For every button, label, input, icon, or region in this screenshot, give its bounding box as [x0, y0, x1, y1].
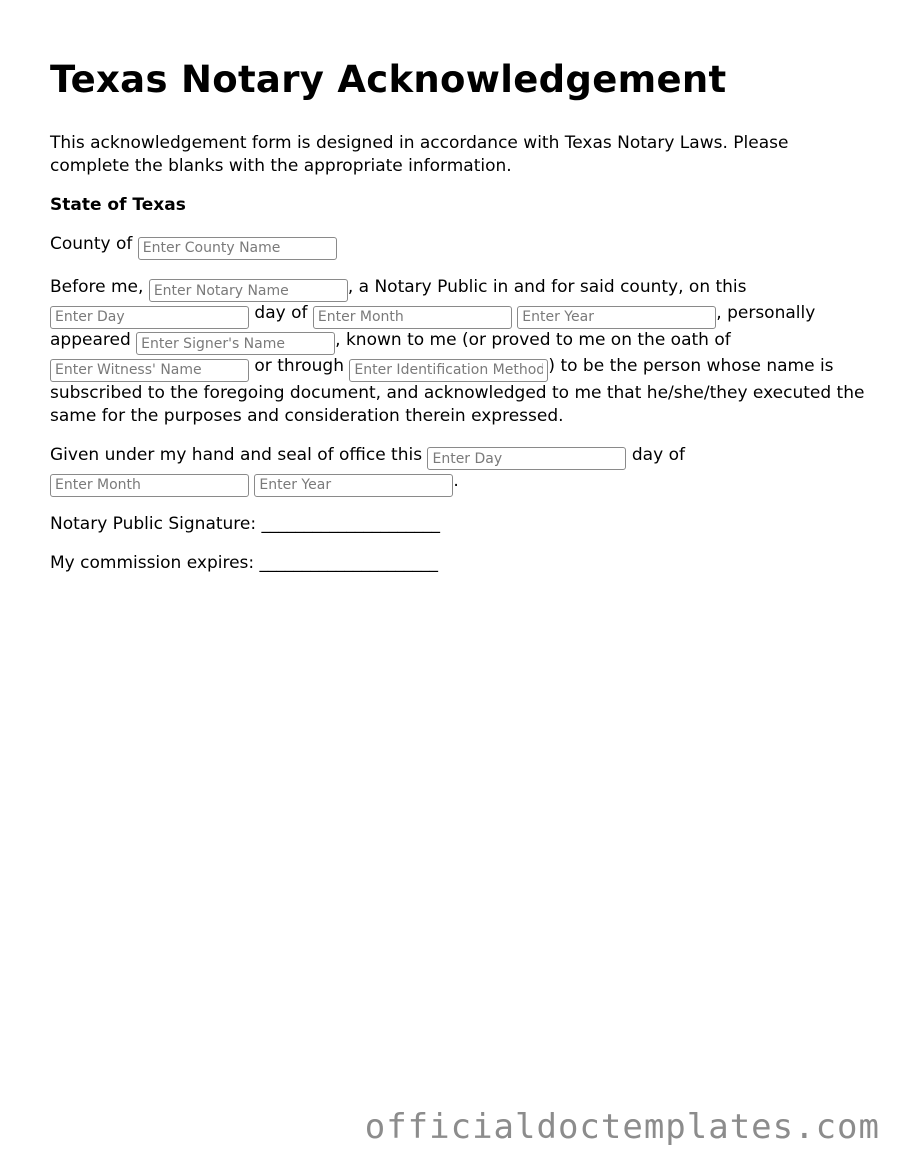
state-heading: State of Texas — [50, 195, 186, 216]
given-under-hand-paragraph — [50, 444, 870, 497]
given-day-input[interactable] — [427, 447, 626, 470]
acknowledgement-paragraph — [50, 276, 870, 428]
watermark-text: officialdoctemplates.com — [364, 1107, 880, 1147]
signer-name-input[interactable] — [136, 332, 335, 355]
given-text: Given under my hand and seal of office this — [50, 444, 423, 465]
notary-name-input[interactable] — [149, 279, 348, 302]
county-line — [50, 233, 870, 260]
closing-text: ) to be the person whose name is subscribed to the foregoing document, and acknowledged to me that he/she/they executed the same for the purposes and consideration therein expressed. — [50, 356, 865, 426]
intro-text: This acknowledgement form is designed in accordance with Texas Notary Laws. Please complete the blanks with the appropriate information. — [50, 133, 789, 177]
or-through-text: or through — [254, 356, 344, 377]
identification-method-input[interactable] — [349, 359, 548, 382]
before-me-text: Before me, — [50, 276, 144, 297]
ack-month-input[interactable] — [313, 306, 512, 329]
document-page — [50, 58, 870, 591]
witness-name-input[interactable] — [50, 359, 249, 382]
page-title: Texas Notary Acknowledgement — [50, 58, 727, 101]
ack-day-input[interactable] — [50, 306, 249, 329]
given-month-input[interactable] — [50, 474, 249, 497]
commission-expires-line: My commission expires: _____________________ — [50, 552, 439, 573]
given-period: . — [453, 471, 459, 492]
given-day-of-text: day of — [631, 444, 685, 465]
given-year-input[interactable] — [254, 474, 453, 497]
personally-appeared-text: , personally appeared — [50, 303, 816, 350]
ack-day-of-text: day of — [254, 303, 308, 324]
notary-signature-line: Notary Public Signature: _____________________ — [50, 513, 441, 534]
county-name-input[interactable] — [138, 237, 337, 260]
known-to-me-text: , known to me (or proved to me on the oath of — [335, 329, 731, 350]
notary-public-text: , a Notary Public in and for said county, on this — [347, 276, 747, 297]
county-label: County of — [50, 234, 133, 255]
ack-year-input[interactable] — [517, 306, 716, 329]
